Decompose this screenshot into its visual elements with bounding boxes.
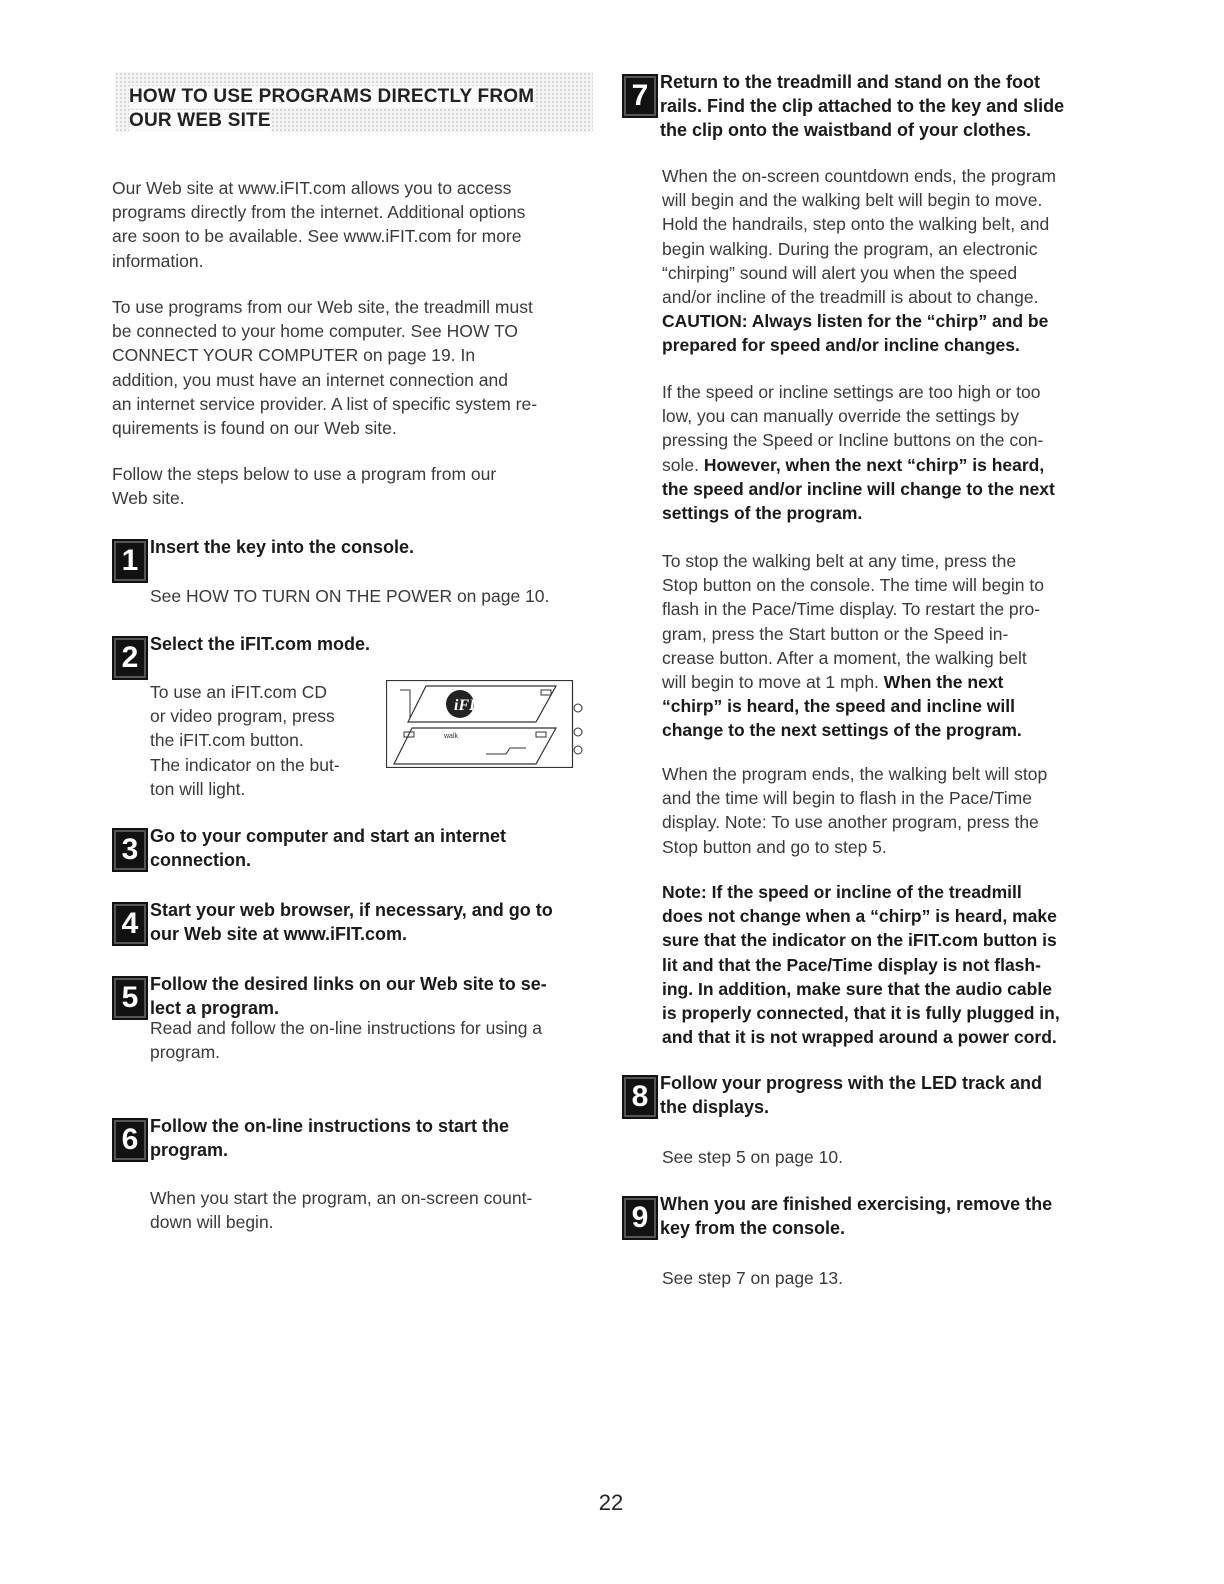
- text-line: Web site.: [112, 488, 185, 509]
- step-number-badge: 8: [622, 1075, 658, 1119]
- intro-paragraph-3: [112, 462, 592, 510]
- note-text: is properly connected, that it is fully plugged in,: [662, 1003, 1060, 1024]
- text-line: lect a program.: [150, 998, 280, 1018]
- step-7: [622, 70, 1112, 150]
- step-8-body: [662, 1145, 1112, 1169]
- text-line: and the time will begin to flash in the Pace/Time: [662, 788, 1032, 809]
- intro-paragraph-2: [112, 295, 592, 440]
- text-line: will begin to move at 1 mph.: [662, 672, 879, 693]
- ifit-logo-text: iFIT.com: [454, 697, 516, 714]
- step-title: [150, 535, 414, 559]
- step-title: [150, 898, 553, 946]
- text-line: Stop button on the console. The time will begin to: [662, 575, 1045, 596]
- text-line: the clip onto the waistband of your clothes.: [660, 120, 1032, 140]
- intro-paragraph-1: [112, 176, 592, 273]
- text-line: connection.: [150, 850, 252, 870]
- text-line: Read and follow the on-line instructions for using a: [150, 1018, 543, 1038]
- step-title: [150, 972, 547, 1020]
- step-1-body: [150, 584, 590, 608]
- section-title-line1: HOW TO USE PROGRAMS DIRECTLY FROM: [129, 86, 535, 107]
- text-line: an internet service provider. A list of specific system re-: [112, 393, 538, 414]
- step-7-paragraph-a: [662, 164, 1112, 358]
- text-line: Start your web browser, if necessary, and go to: [150, 900, 553, 920]
- step-title: [150, 632, 370, 656]
- text-line: See step 7 on page 13.: [662, 1268, 843, 1288]
- text-line: When the on-screen countdown ends, the program: [662, 166, 1056, 186]
- text-line: the iFIT.com button.: [150, 730, 304, 751]
- step-number-badge: 5: [112, 976, 148, 1020]
- text-line: low, you can manually override the settings by: [662, 406, 1019, 427]
- text-line: are soon to be available. See www.iFIT.com for more: [112, 226, 522, 247]
- text-line: be connected to your home computer. See HOW TO: [112, 321, 518, 342]
- step-1: [112, 535, 592, 585]
- text-line: Stop button and go to step 5.: [662, 836, 887, 857]
- text-line: Follow the steps below to use a program from our: [112, 464, 497, 484]
- step-7-paragraph-c: [662, 549, 1112, 743]
- text-line: sole.: [662, 454, 699, 475]
- caution-text: CAUTION: Always listen for the “chirp” and be: [662, 311, 1049, 332]
- step-number-badge: 4: [112, 902, 148, 946]
- text-line: addition, you must have an internet connection and: [112, 369, 508, 390]
- text-line: Return to the treadmill and stand on the foot: [660, 72, 1040, 92]
- text-line: The indicator on the but-: [150, 754, 340, 775]
- bold-text: However, when the next “chirp” is heard,: [703, 454, 1045, 475]
- pace-time-display-panel: [394, 728, 556, 764]
- step-number-badge: 6: [112, 1118, 148, 1162]
- note-text: and that it is not wrapped around a power cord.: [662, 1027, 1057, 1048]
- step-2: [112, 632, 592, 682]
- text-line: See HOW TO TURN ON THE POWER on page 10.: [150, 586, 550, 606]
- note-text: sure that the indicator on the iFIT.com button is: [662, 930, 1057, 951]
- text-line: will begin and the walking belt will begin to move.: [662, 190, 1043, 211]
- step-number-badge: 9: [622, 1196, 658, 1240]
- section-title-line2: OUR WEB SITE: [129, 110, 271, 131]
- text-line: pressing the Speed or Incline buttons on the con-: [662, 430, 1044, 451]
- console-button: [574, 728, 582, 736]
- bold-text: When the next: [883, 672, 1004, 693]
- text-line: key from the console.: [660, 1218, 846, 1238]
- step-5-body: [150, 1016, 590, 1064]
- text-line: “chirping” sound will alert you when the speed: [662, 262, 1018, 283]
- text-line: our Web site at www.iFIT.com.: [150, 924, 408, 944]
- note-text: does not change when a “chirp” is heard, make: [662, 906, 1057, 927]
- text-line: gram, press the Start button or the Speed in-: [662, 623, 1009, 644]
- walk-label: walk: [444, 733, 459, 740]
- step-title: [660, 70, 1064, 142]
- text-line: To use an iFIT.com CD: [150, 682, 327, 702]
- text-line: If the speed or incline settings are too high or too: [662, 382, 1041, 402]
- step-title: [660, 1071, 1042, 1119]
- step-number-badge: 7: [622, 74, 658, 118]
- text-line: When you are finished exercising, remove the: [660, 1194, 1053, 1214]
- step-6: [112, 1114, 592, 1164]
- text-line: quirements is found on our Web site.: [112, 418, 397, 439]
- text-line: Insert the key into the console.: [150, 537, 415, 557]
- note-text: lit and that the Pace/Time display is not flash-: [662, 954, 1041, 975]
- step-8: [622, 1071, 1112, 1121]
- step-5: [112, 972, 592, 1022]
- section-heading: [115, 72, 593, 132]
- bold-text: “chirp” is heard, the speed and incline will: [662, 696, 1015, 717]
- text-line: begin walking. During the program, an electronic: [662, 238, 1038, 259]
- step-title: [660, 1192, 1052, 1240]
- text-line: Hold the handrails, step onto the walking belt, and: [662, 214, 1050, 235]
- text-line: Our Web site at www.iFIT.com allows you to access: [112, 178, 512, 198]
- text-line: When the program ends, the walking belt will stop: [662, 764, 1048, 784]
- text-line: program.: [150, 1042, 221, 1063]
- step-number-badge: 3: [112, 828, 148, 872]
- text-line: programs directly from the internet. Additional options: [112, 202, 526, 223]
- text-line: and/or incline of the treadmill is about to change.: [662, 287, 1039, 308]
- step-7-paragraph-b: [662, 380, 1112, 525]
- page-number: 22: [598, 1490, 624, 1515]
- text-line: display. Note: To use another program, press the: [662, 812, 1039, 833]
- text-line: To stop the walking belt at any time, press the: [662, 551, 1017, 571]
- text-line: Select the iFIT.com mode.: [150, 634, 371, 654]
- text-line: rails. Find the clip attached to the key and slide: [660, 96, 1065, 116]
- text-line: flash in the Pace/Time display. To restart the pro-: [662, 599, 1041, 620]
- step-9-body: [662, 1266, 1112, 1290]
- text-line: or video program, press: [150, 706, 335, 727]
- text-line: the displays.: [660, 1097, 770, 1117]
- text-line: Follow the desired links on our Web site to se-: [150, 974, 547, 994]
- step-9: [622, 1192, 1112, 1242]
- step-number-badge: 1: [112, 539, 148, 583]
- console-illustration: [386, 680, 586, 768]
- step-title: [150, 1114, 509, 1162]
- step-number-badge: 2: [112, 636, 148, 680]
- text-line: crease button. After a moment, the walking belt: [662, 647, 1027, 668]
- step-title: [150, 824, 506, 872]
- text-line: information.: [112, 250, 204, 271]
- step-4: [112, 898, 592, 948]
- step-2-body: [150, 680, 380, 801]
- text-line: program.: [150, 1140, 229, 1160]
- bold-text: settings of the program.: [662, 503, 863, 524]
- text-line: Go to your computer and start an internet: [150, 826, 507, 846]
- note-text: ing. In addition, make sure that the audio cable: [662, 978, 1052, 999]
- text-line: ton will light.: [150, 778, 246, 799]
- step-7-note: [662, 880, 1112, 1049]
- text-line: CONNECT YOUR COMPUTER on page 19. In: [112, 345, 476, 366]
- text-line: Follow the on-line instructions to start the: [150, 1116, 509, 1136]
- caution-text: prepared for speed and/or incline changes.: [662, 335, 1020, 356]
- text-line: down will begin.: [150, 1212, 274, 1233]
- console-button: [574, 704, 582, 712]
- text-line: Follow your progress with the LED track and: [660, 1073, 1043, 1093]
- text-line: See step 5 on page 10.: [662, 1147, 843, 1167]
- console-button: [574, 746, 582, 754]
- step-7-paragraph-d: [662, 762, 1112, 859]
- bold-text: change to the next settings of the program.: [662, 720, 1022, 741]
- text-line: When you start the program, an on-screen count-: [150, 1188, 533, 1208]
- bold-text: the speed and/or incline will change to the next: [662, 478, 1055, 499]
- note-text: Note: If the speed or incline of the treadmill: [662, 882, 1022, 902]
- step-3: [112, 824, 592, 874]
- text-line: To use programs from our Web site, the treadmill must: [112, 297, 533, 317]
- step-6-body: [150, 1186, 590, 1234]
